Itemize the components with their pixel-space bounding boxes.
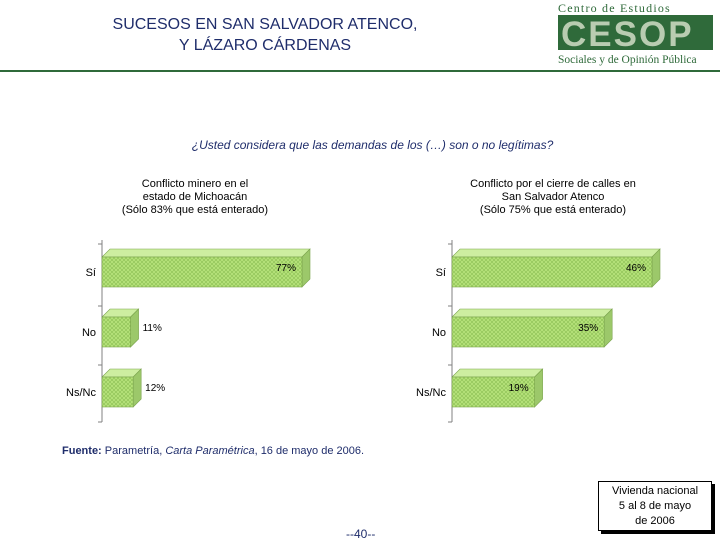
bar-top-face xyxy=(102,249,310,257)
chart-1-title-line: estado de Michoacán xyxy=(142,191,248,203)
chart-1-title-line: (Sólo 83% que está enterado) xyxy=(121,204,269,216)
bar xyxy=(452,257,652,287)
bar-top-face xyxy=(452,369,543,377)
note-line: 5 al 8 de mayo xyxy=(618,500,692,512)
cesop-logo xyxy=(555,0,720,70)
page-title xyxy=(60,14,470,56)
logo-top-text: Centro de Estudios xyxy=(558,1,671,15)
chart-1 xyxy=(60,232,320,427)
source-text-italic: Carta Paramétrica xyxy=(165,445,255,457)
source-text-1: Parametría, xyxy=(101,445,166,457)
category-label: No xyxy=(81,327,96,339)
note-line: Vivienda nacional xyxy=(611,485,699,497)
logo-bottom-text: Sociales y de Opinión Pública xyxy=(558,54,697,66)
survey-note-box xyxy=(598,481,712,531)
chart-2 xyxy=(410,232,680,427)
bar xyxy=(102,257,302,287)
data-label: 12% xyxy=(145,383,166,394)
data-label: 19% xyxy=(508,383,529,394)
note-line: de 2006 xyxy=(635,515,675,527)
chart-2-title-line: (Sólo 75% que está enterado) xyxy=(479,204,627,216)
source-text-2: , 16 de mayo de 2006. xyxy=(254,445,365,457)
data-label: 11% xyxy=(142,323,162,334)
chart-2-title-line: Conflicto por el cierre de calles en xyxy=(470,178,636,190)
survey-question: ¿Usted considera que las demandas de los (…) son o no legítimas? xyxy=(191,138,554,152)
chart-1-title xyxy=(100,178,290,217)
category-label: No xyxy=(431,327,446,339)
category-label: Ns/Nc xyxy=(416,387,446,399)
bar-top-face xyxy=(452,309,612,317)
bar xyxy=(102,317,131,347)
category-label: Sí xyxy=(85,267,96,279)
bar-top-face xyxy=(452,249,660,257)
category-label: Sí xyxy=(435,267,446,279)
source-label: Fuente: xyxy=(62,445,102,457)
category-label: Ns/Nc xyxy=(66,387,96,399)
data-label: 46% xyxy=(625,263,646,274)
chart-2-title xyxy=(438,178,668,217)
chart-2-title-line: San Salvador Atenco xyxy=(501,191,605,203)
data-label: 77% xyxy=(275,263,296,274)
source-note xyxy=(62,445,364,457)
data-label: 35% xyxy=(578,323,599,334)
header-rule xyxy=(0,70,720,72)
page-number: --40-- xyxy=(346,527,376,541)
title-line-1: SUCESOS EN SAN SALVADOR ATENCO, xyxy=(112,16,418,33)
chart-1-title-line: Conflicto minero en el xyxy=(141,178,249,190)
logo-letters: CESOP xyxy=(561,15,694,54)
title-line-2: Y LÁZARO CÁRDENAS xyxy=(178,37,352,54)
bar xyxy=(102,377,133,407)
